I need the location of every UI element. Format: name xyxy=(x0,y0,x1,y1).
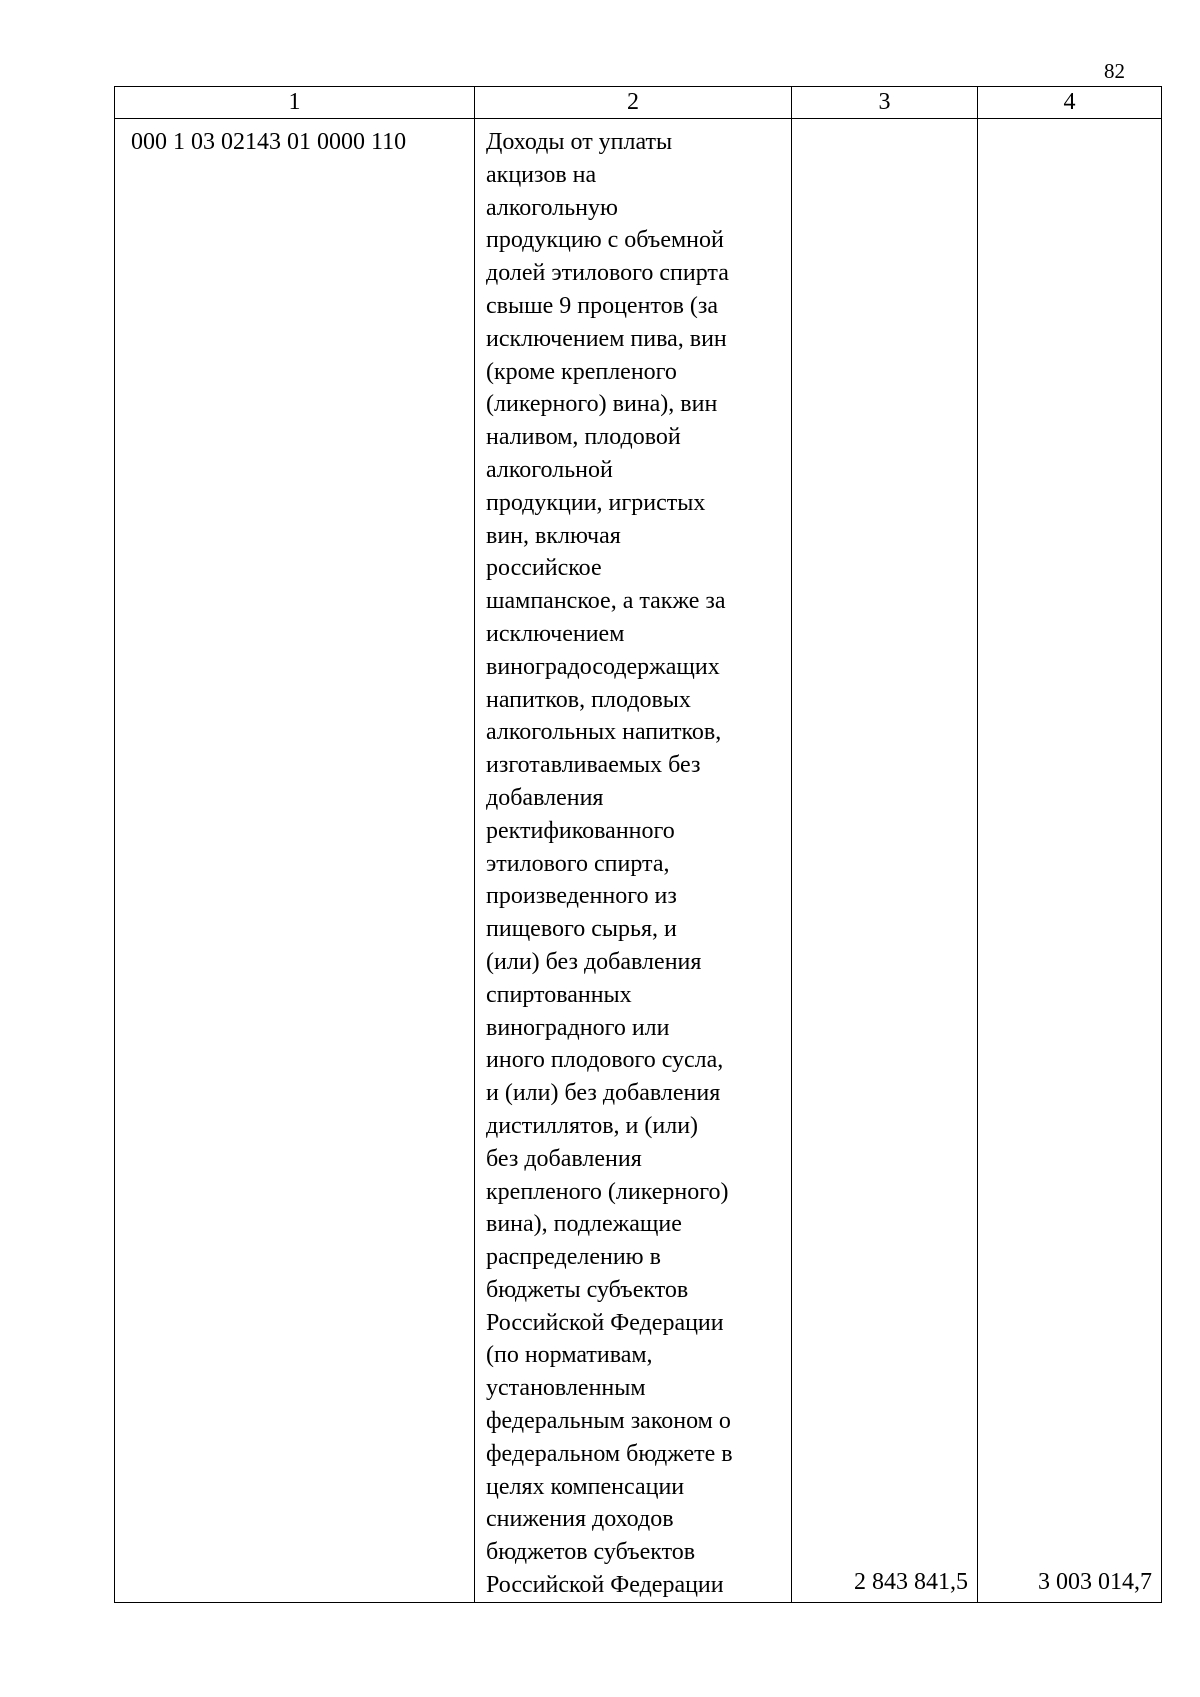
page-number: 82 xyxy=(1104,59,1125,83)
description-line: алкогольных напитков, xyxy=(486,719,722,746)
description-line: алкогольной xyxy=(486,456,613,483)
description-line: иного плодового сусла, xyxy=(486,1047,724,1074)
description-line: (или) без добавления xyxy=(486,948,702,975)
revenue-description xyxy=(475,119,792,1603)
column-header-2: 2 xyxy=(475,87,792,119)
description-line: долей этилового спирта xyxy=(486,260,729,287)
description-line: добавления xyxy=(486,784,604,811)
description-line: установленным xyxy=(486,1375,646,1402)
description-line: акцизов на xyxy=(486,161,597,188)
description-line: Российской Федерации xyxy=(486,1572,724,1599)
description-line: снижения доходов xyxy=(486,1506,674,1533)
description-line: спиртованных xyxy=(486,981,632,1008)
budget-classification-code: 000 1 03 02143 01 0000 110 xyxy=(115,119,475,1603)
description-line: алкогольную xyxy=(486,194,618,221)
amount-column-3: 2 843 841,5 xyxy=(792,119,978,1603)
description-line: Российской Федерации xyxy=(486,1309,724,1336)
column-header-1: 1 xyxy=(115,87,475,119)
description-line: исключением xyxy=(486,620,625,647)
description-line: (по нормативам, xyxy=(486,1342,653,1369)
description-line: исключением пива, вин xyxy=(486,325,727,352)
description-line: бюджетов субъектов xyxy=(486,1539,696,1566)
description-line: виноградного или xyxy=(486,1014,670,1041)
description-line: федеральном бюджете в xyxy=(486,1440,733,1467)
table-header-row xyxy=(115,87,1162,119)
description-line: вин, включая xyxy=(486,522,621,549)
description-line: продукцию с объемной xyxy=(486,227,724,254)
description-line: бюджеты субъектов xyxy=(486,1276,689,1303)
description-line: напитков, плодовых xyxy=(486,686,691,713)
description-line: виноградосодержащих xyxy=(486,653,720,680)
description-line: федеральным законом о xyxy=(486,1408,731,1435)
description-line: пищевого сырья, и xyxy=(486,916,677,943)
description-line: свыше 9 процентов (за xyxy=(486,292,719,319)
description-line: произведенного из xyxy=(486,883,677,910)
description-line: распределению в xyxy=(486,1244,661,1271)
description-line: (ликерного) вина), вин xyxy=(486,391,718,418)
description-line: без добавления xyxy=(486,1145,642,1172)
description-line: ректификованного xyxy=(486,817,675,844)
description-line: изготавливаемых без xyxy=(486,752,701,779)
description-line: (кроме крепленого xyxy=(486,358,677,385)
amount-column-4: 3 003 014,7 xyxy=(978,119,1162,1603)
description-line: наливом, плодовой xyxy=(486,424,681,451)
description-line: шампанское, а также за xyxy=(486,588,726,615)
description-line: этилового спирта, xyxy=(486,850,670,877)
revenue-table xyxy=(114,86,1162,1603)
description-line: Доходы от уплаты xyxy=(486,129,673,155)
description-line: крепленого (ликерного) xyxy=(486,1178,729,1205)
description-line: дистиллятов, и (или) xyxy=(486,1112,699,1139)
column-header-4: 4 xyxy=(978,87,1162,119)
description-line: продукции, игристых xyxy=(486,489,706,516)
description-line: российское xyxy=(486,555,602,582)
column-header-3: 3 xyxy=(792,87,978,119)
table-row xyxy=(115,119,1162,1603)
description-line: и (или) без добавления xyxy=(486,1080,721,1107)
description-line: вина), подлежащие xyxy=(486,1211,682,1238)
description-line: целях компенсации xyxy=(486,1473,685,1500)
